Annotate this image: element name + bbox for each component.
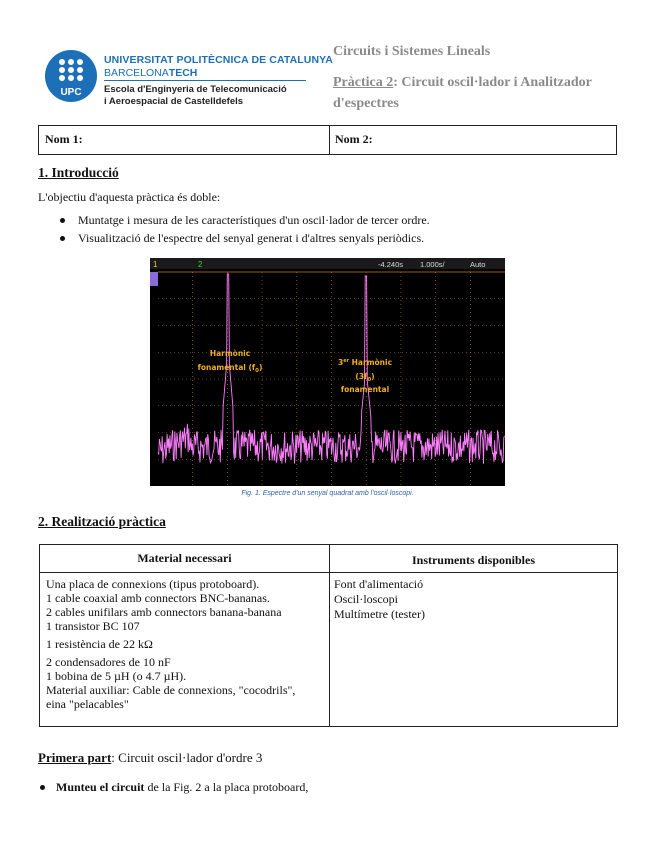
logo-text: UPC <box>60 87 82 98</box>
third-harmonic-label-3: fonamental <box>340 385 390 394</box>
names-table <box>38 125 617 155</box>
list-item: 2 condensadores de 10 nF <box>46 655 171 669</box>
list-item: Multímetre (tester) <box>334 607 425 621</box>
school-name-line2: i Aeroespacial de Castelldefels <box>104 96 244 107</box>
scope-time-scale: 1.000s/ <box>420 260 445 269</box>
section1-title: 1. Introducció <box>38 165 119 180</box>
materials-table <box>39 544 618 727</box>
name2-label: Nom 2: <box>335 132 373 146</box>
materials-list <box>46 577 324 711</box>
list-item: Munteu el circuit de la Fig. 2 a la placa protoboard, <box>38 780 308 795</box>
list-item: 1 cable coaxial amb connectors BNC-bananas. <box>46 591 270 605</box>
list-item: eina "pelacables" <box>46 697 129 711</box>
fundamental-label-2: fonamental $(f_0)$ <box>197 363 263 374</box>
instruments-header: Instruments disponibles <box>411 553 536 567</box>
scope-trigger-mode: Auto <box>470 260 486 269</box>
list-item: Oscil·loscopi <box>334 592 398 606</box>
university-campus: BARCELONATECH <box>104 67 198 79</box>
header-divider <box>104 80 306 81</box>
list-item: 2 cables unifilars amb connectors banana-banana <box>46 605 282 619</box>
part1-heading: Primera part: Circuit oscil·lador d'ordre 3 <box>38 750 263 765</box>
list-item: Font d'alimentació <box>334 577 424 591</box>
list-item: 1 bobina de 5 µH (o 4.7 µH). <box>46 669 187 683</box>
list-item: Visualització de l'espectre del senyal generat i d'altres senyals periòdics. <box>60 231 424 246</box>
school-name-line1: Escola d'Enginyeria de Telecomunicació <box>104 84 287 95</box>
materials-header: Material necessari <box>137 551 232 565</box>
name1-label: Nom 1: <box>45 132 83 146</box>
section2-title: 2. Realització pràctica <box>38 514 166 529</box>
list-item: 1 transistor BC 107 <box>46 619 140 633</box>
third-harmonic-label-1: 3er Harmònic <box>337 358 393 367</box>
scope-marker-m <box>150 272 158 286</box>
practice-title: Pràctica 2: Circuit oscil·lador i Analitzador d'espectres <box>333 75 592 111</box>
university-name: UNIVERSITAT POLITÈCNICA DE CATALUNYA <box>104 54 333 66</box>
third-harmonic-label-2: $(3f_0)$ <box>355 372 375 383</box>
upc-logo <box>44 49 98 103</box>
figure-caption: Fig. 1. Espectre d'un senyal quadrat amb l'oscil·loscopi. <box>241 490 414 497</box>
scope-time-offset: -4.240s <box>378 260 404 269</box>
instruments-list <box>334 577 425 622</box>
scope-channel-2: 2 <box>198 260 203 269</box>
list-item: Una placa de connexions (tipus protoboard). <box>46 577 260 591</box>
oscilloscope-spectrum-figure <box>150 258 505 486</box>
intro-text: L'objectiu d'aquesta pràctica és doble: <box>38 190 221 204</box>
list-item: Muntatge i mesura de les característiques d'un oscil·lador de tercer ordre. <box>60 213 430 228</box>
list-item: Material auxiliar: Cable de connexions, "cocodrils", <box>46 683 296 697</box>
fundamental-label-1: Harmònic <box>209 349 251 358</box>
course-title: Circuits i Sistemes Lineals <box>333 44 491 59</box>
scope-channel-1: 1 <box>153 260 158 269</box>
list-item: 1 resistència de 22 kΩ <box>46 637 153 651</box>
